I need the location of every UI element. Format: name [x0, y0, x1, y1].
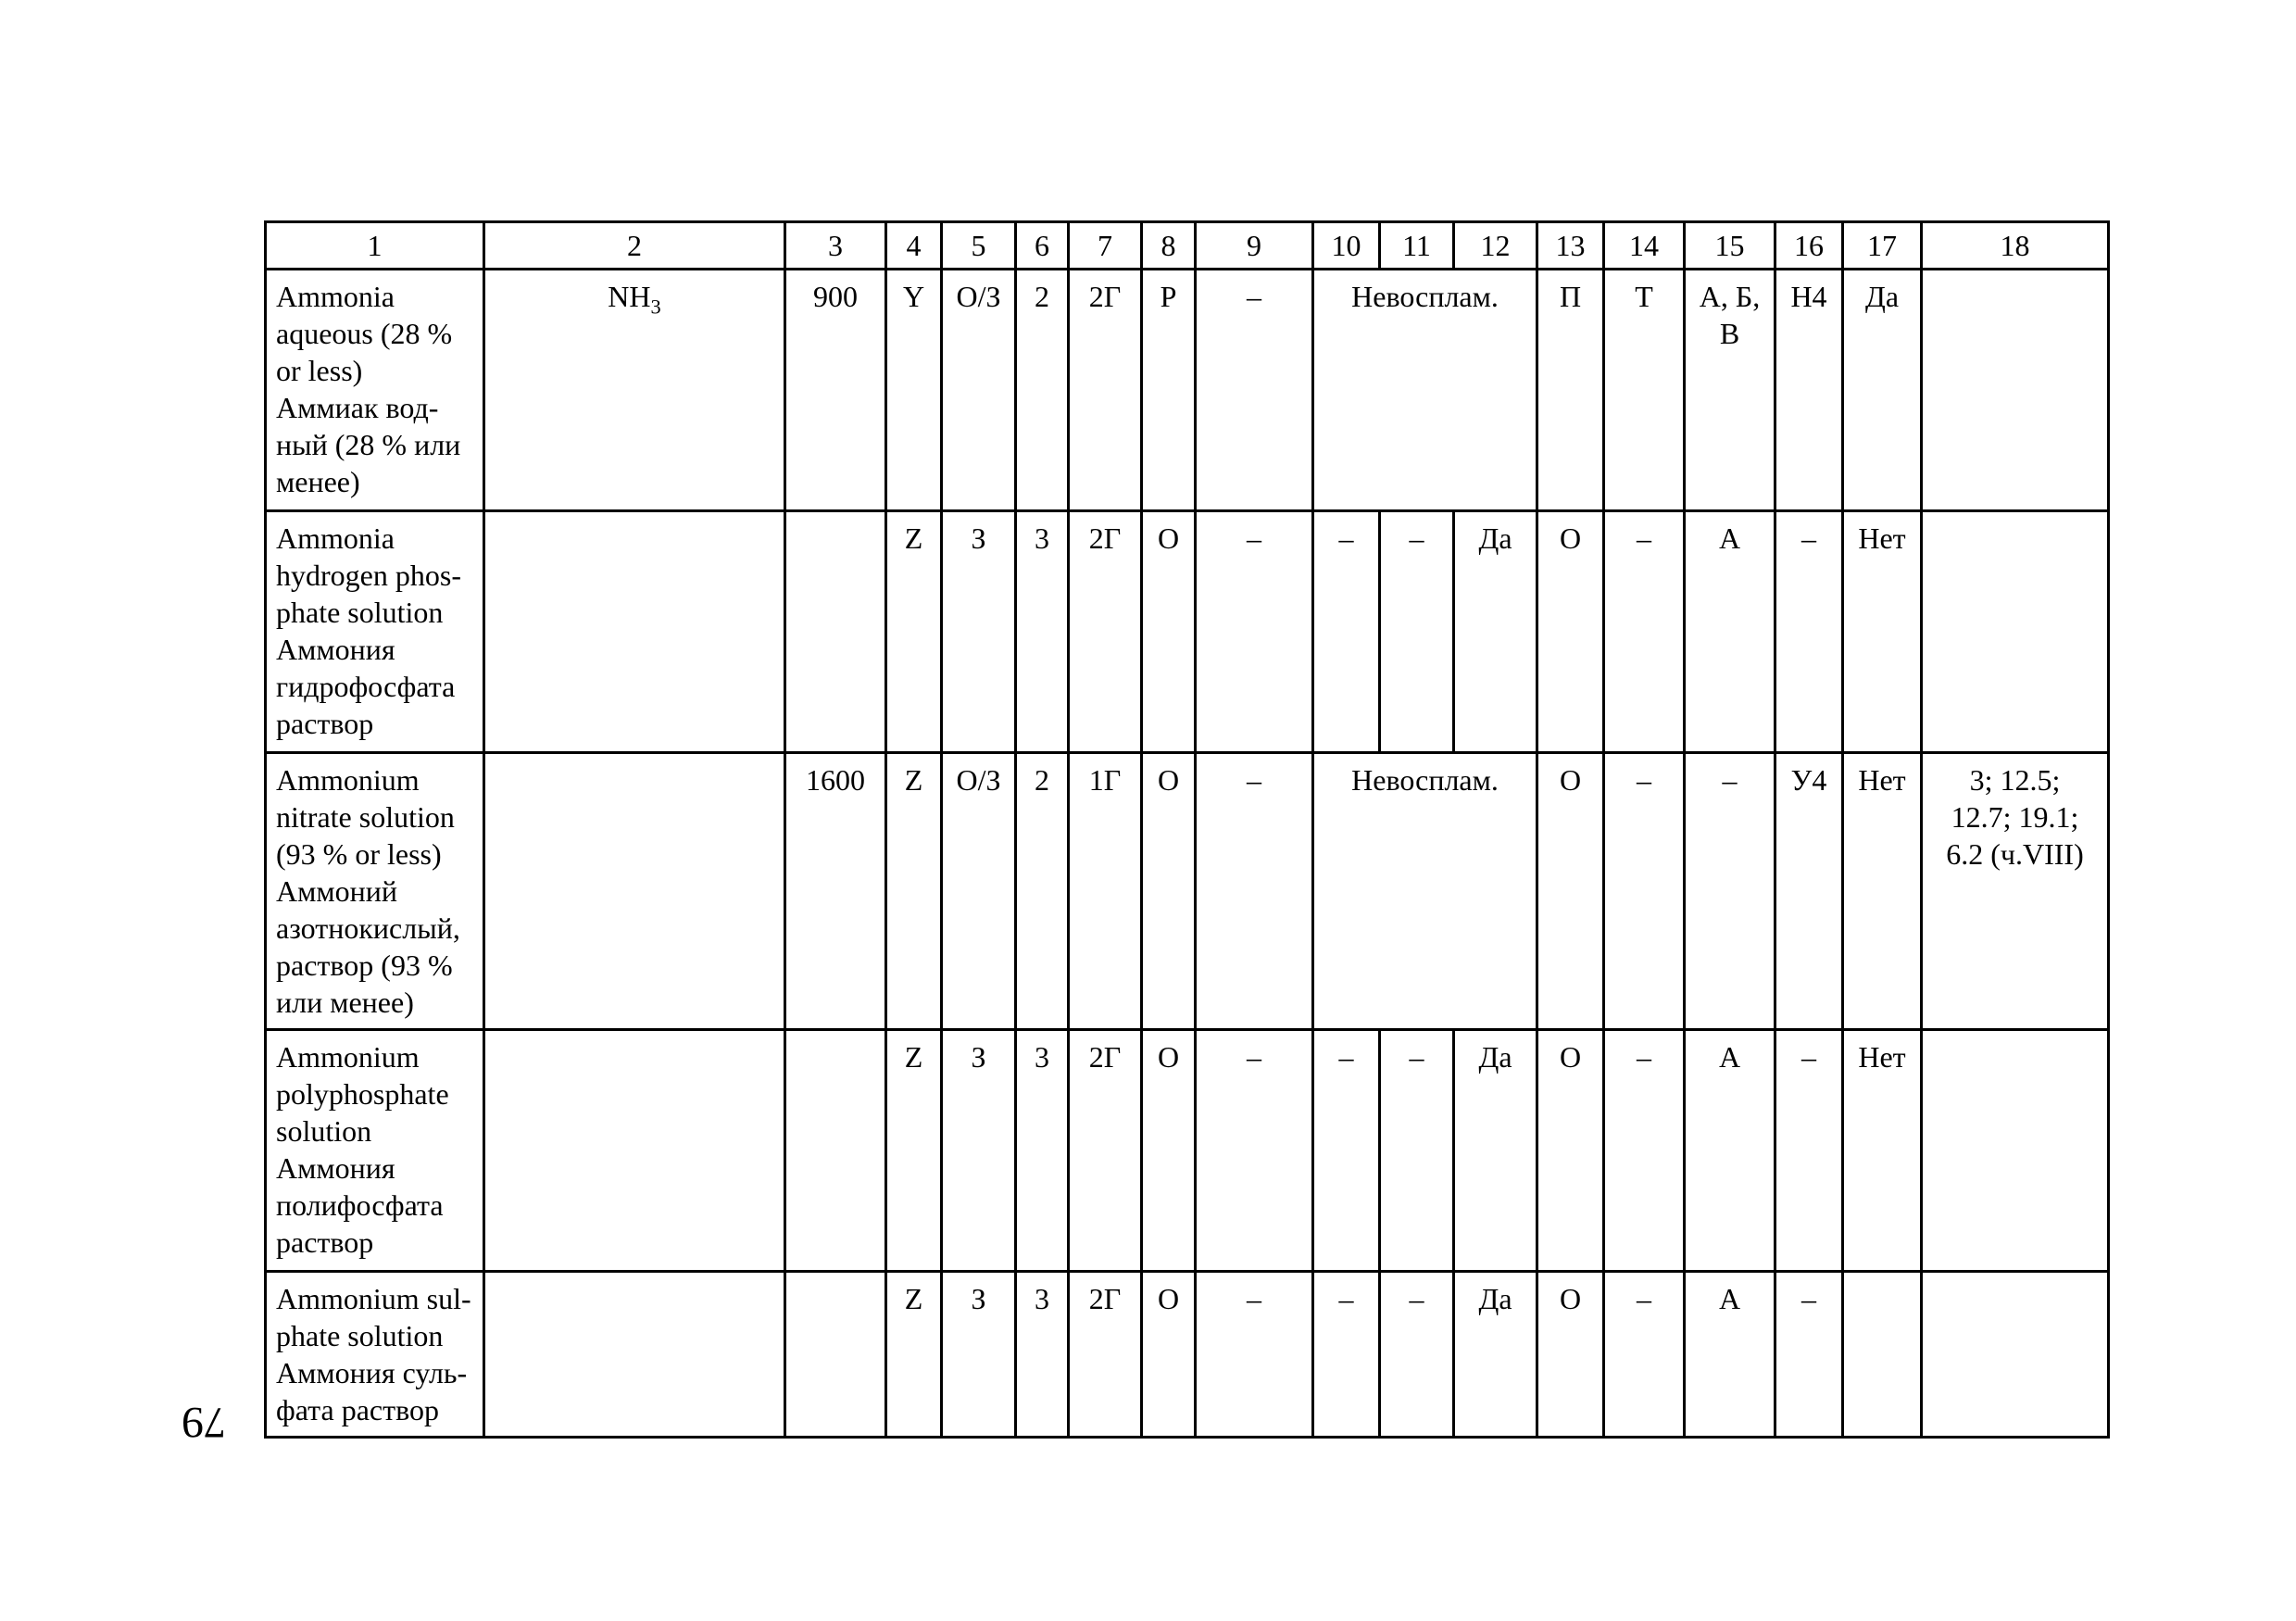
- column-number: 9: [1196, 222, 1313, 270]
- cell: 2Г: [1069, 1030, 1142, 1272]
- column-number: 14: [1604, 222, 1685, 270]
- substance-name: Ammonium polyphosphate solution Аммония полифосфата раствор: [266, 1030, 484, 1272]
- column-number: 1: [266, 222, 484, 270]
- cell: О: [1142, 753, 1196, 1030]
- cell: 2: [1016, 270, 1069, 511]
- column-number: 6: [1016, 222, 1069, 270]
- cell: Т: [1604, 270, 1685, 511]
- column-number: 3: [785, 222, 886, 270]
- cell: О: [1142, 511, 1196, 753]
- cell: [1922, 1030, 2109, 1272]
- substance-name: Ammonia hydrogen phos- phate solution Аммония гидрофосфата раствор: [266, 511, 484, 753]
- flammability-cell: Невосплам.: [1313, 753, 1537, 1030]
- cell: 3: [1016, 1030, 1069, 1272]
- column-number: 7: [1069, 222, 1142, 270]
- cell: Y: [886, 270, 942, 511]
- page-number: 79: [182, 1398, 226, 1447]
- substance-name: Ammonium nitrate solution (93 % or less) Аммоний азотнокислый, раствор (93 % или менее): [266, 753, 484, 1030]
- cell: Нет: [1843, 1030, 1922, 1272]
- column-number: 2: [484, 222, 785, 270]
- reference-cell: 3; 12.5; 12.7; 19.1; 6.2 (ч.VIII): [1922, 753, 2109, 1030]
- cell: –: [1313, 1272, 1380, 1438]
- cell: З: [942, 1030, 1016, 1272]
- cell: [1922, 270, 2109, 511]
- substances-table: [264, 220, 2110, 1439]
- cell: О: [1142, 1272, 1196, 1438]
- cell: П: [1537, 270, 1604, 511]
- column-number: 18: [1922, 222, 2109, 270]
- formula-base: NH: [608, 280, 651, 313]
- cell: Да: [1454, 1272, 1537, 1438]
- cell: –: [1313, 1030, 1380, 1272]
- cell: З: [942, 1272, 1016, 1438]
- cell: О: [1537, 1272, 1604, 1438]
- cell: [785, 1030, 886, 1272]
- chemical-formula: [484, 511, 785, 753]
- cell: –: [1775, 1272, 1843, 1438]
- cell: У4: [1775, 753, 1843, 1030]
- cell: –: [1380, 1030, 1454, 1272]
- cell: О: [1537, 511, 1604, 753]
- cell: –: [1775, 1030, 1843, 1272]
- column-number: 17: [1843, 222, 1922, 270]
- cell: [1843, 1272, 1922, 1438]
- cell: –: [1604, 1272, 1685, 1438]
- cell: –: [1196, 511, 1313, 753]
- column-number: 16: [1775, 222, 1843, 270]
- cell: О: [1537, 1030, 1604, 1272]
- cell: А: [1685, 511, 1775, 753]
- formula-subscript: 3: [650, 295, 661, 319]
- cell: О/З: [942, 270, 1016, 511]
- table-row: [266, 1030, 2109, 1272]
- cell: О: [1537, 753, 1604, 1030]
- cell: 2: [1016, 753, 1069, 1030]
- cell: Z: [886, 1272, 942, 1438]
- cell: –: [1775, 511, 1843, 753]
- cell: Н4: [1775, 270, 1843, 511]
- column-number-row: [266, 222, 2109, 270]
- cell: –: [1196, 1030, 1313, 1272]
- flammability-cell: Невосплам.: [1313, 270, 1537, 511]
- cell: Нет: [1843, 753, 1922, 1030]
- cell: Р: [1142, 270, 1196, 511]
- cell: [1922, 1272, 2109, 1438]
- substance-name: Ammonium sul- phate solution Аммония суль- фата раствор: [266, 1272, 484, 1438]
- cell: [1922, 511, 2109, 753]
- cell: –: [1685, 753, 1775, 1030]
- column-number: 10: [1313, 222, 1380, 270]
- cell: 3: [1016, 511, 1069, 753]
- chemical-formula: [484, 270, 785, 511]
- column-number: 15: [1685, 222, 1775, 270]
- chemical-formula: [484, 753, 785, 1030]
- chemical-formula: [484, 1030, 785, 1272]
- cell: Z: [886, 1030, 942, 1272]
- table-row: [266, 511, 2109, 753]
- table-row: [266, 1272, 2109, 1438]
- cell: 2Г: [1069, 1272, 1142, 1438]
- substance-name: Ammonia aqueous (28 % or less) Аммиак вод- ный (28 % или менее): [266, 270, 484, 511]
- cell: О: [1142, 1030, 1196, 1272]
- cell: –: [1604, 753, 1685, 1030]
- cell: З: [942, 511, 1016, 753]
- cell: Z: [886, 511, 942, 753]
- cell: –: [1604, 1030, 1685, 1272]
- cell: А: [1685, 1272, 1775, 1438]
- cell: Да: [1843, 270, 1922, 511]
- column-number: 11: [1380, 222, 1454, 270]
- cell: А: [1685, 1030, 1775, 1272]
- cell: Да: [1454, 1030, 1537, 1272]
- cell: 1Г: [1069, 753, 1142, 1030]
- cell: –: [1604, 511, 1685, 753]
- table-row: [266, 270, 2109, 511]
- cell: –: [1313, 511, 1380, 753]
- column-number: 13: [1537, 222, 1604, 270]
- column-number: 4: [886, 222, 942, 270]
- cell: 1600: [785, 753, 886, 1030]
- cell: –: [1196, 1272, 1313, 1438]
- cell: –: [1196, 270, 1313, 511]
- cell: Нет: [1843, 511, 1922, 753]
- cell: О/З: [942, 753, 1016, 1030]
- cell: Z: [886, 753, 942, 1030]
- cell: А, Б, В: [1685, 270, 1775, 511]
- chemical-formula: [484, 1272, 785, 1438]
- column-number: 8: [1142, 222, 1196, 270]
- cell: –: [1196, 753, 1313, 1030]
- cell: 2Г: [1069, 511, 1142, 753]
- cell: –: [1380, 511, 1454, 753]
- cell: Да: [1454, 511, 1537, 753]
- cell: 2Г: [1069, 270, 1142, 511]
- cell: 3: [1016, 1272, 1069, 1438]
- cell: [785, 1272, 886, 1438]
- table-row: [266, 753, 2109, 1030]
- cell: [785, 511, 886, 753]
- column-number: 12: [1454, 222, 1537, 270]
- cell: 900: [785, 270, 886, 511]
- column-number: 5: [942, 222, 1016, 270]
- cell: –: [1380, 1272, 1454, 1438]
